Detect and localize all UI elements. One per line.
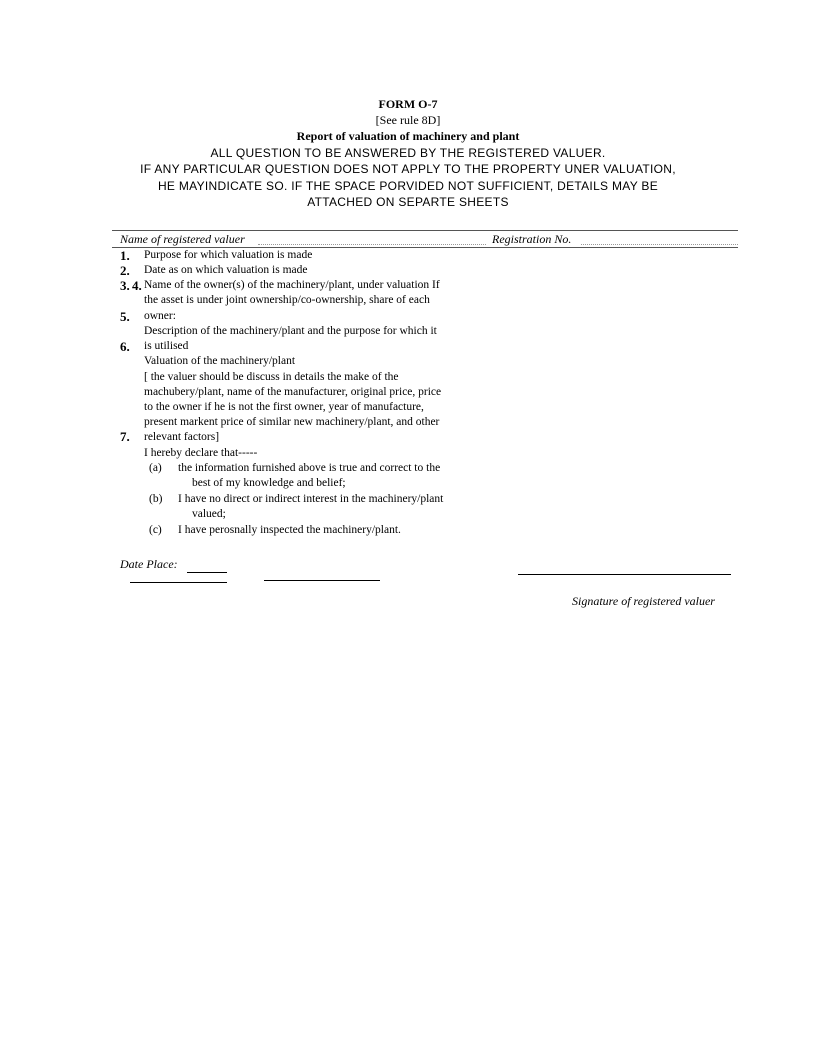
declaration-text: valued; [192, 508, 226, 520]
date-place-label: Date Place: [120, 557, 178, 571]
item-text-line: Purpose for which valuation is made [144, 249, 313, 261]
item-text-line: machubery/plant, name of the manufacturer, original price, price [144, 386, 442, 398]
declaration-label-b: (b) [149, 493, 163, 505]
form-title: FORM O-7 [378, 97, 438, 111]
top-rule [112, 230, 738, 231]
date-field[interactable] [130, 582, 227, 583]
item-text-line: Valuation of the machinery/plant [144, 355, 296, 367]
rule-reference: [See rule 8D] [375, 113, 441, 127]
declaration-text: I have no direct or indirect interest in the machinery/plant [178, 493, 444, 505]
item-text-line: is utilised [144, 340, 189, 352]
registration-no-label: Registration No. [492, 232, 572, 246]
name-of-valuer-label: Name of registered valuer [120, 232, 245, 246]
declaration-label-a: (a) [149, 462, 162, 474]
instruction-line-2: IF ANY PARTICULAR QUESTION DOES NOT APPLY TO THE PROPERTY UNER VALUATION, [140, 162, 676, 176]
item-text-line: Description of the machinery/plant and the purpose for which it [144, 325, 437, 337]
item-text-line: to the owner if he is not the first owner, year of manufacture, [144, 401, 424, 413]
header-rule [112, 247, 738, 248]
item-number-3: 3. [120, 278, 130, 293]
item-text-line: owner: [144, 310, 176, 322]
declaration-text: best of my knowledge and belief; [192, 477, 346, 489]
instruction-line-3: HE MAYINDICATE SO. IF THE SPACE PORVIDED NOT SUFFICIENT, DETAILS MAY BE [157, 179, 659, 193]
item-text-line: relevant factors] [144, 431, 220, 443]
item-number-7: 7. [120, 429, 130, 444]
item-number-4: 4. [132, 278, 142, 293]
instruction-line-1: ALL QUESTION TO BE ANSWERED BY THE REGISTERED VALUER. [210, 146, 606, 160]
item-text-line: I hereby declare that----- [144, 447, 258, 459]
signature-label: Signature of registered valuer [572, 594, 715, 608]
item-number-2: 2. [120, 263, 130, 278]
signature-line[interactable] [518, 574, 731, 575]
name-of-valuer-field[interactable] [258, 244, 486, 245]
item-text-line: [ the valuer should be discuss in details the make of the [144, 371, 399, 383]
declaration-text: I have perosnally inspected the machinery/plant. [178, 524, 401, 536]
report-title: Report of valuation of machinery and plant [296, 129, 520, 143]
declaration-text: the information furnished above is true and correct to the [178, 462, 441, 474]
instruction-line-4: ATTACHED ON SEPARTE SHEETS [307, 195, 509, 209]
item-number-1: 1. [120, 248, 130, 263]
place-field[interactable] [264, 580, 380, 581]
item-text-line: present markent price of similar new machinery/plant, and other [144, 416, 440, 428]
declaration-label-c: (c) [149, 524, 162, 536]
date-place-underline [187, 572, 227, 573]
item-text-line: Name of the owner(s) of the machinery/plant, under valuation If [144, 279, 440, 291]
item-number-6: 6. [120, 339, 130, 354]
item-text-line: Date as on which valuation is made [144, 264, 308, 276]
item-text-line: the asset is under joint ownership/co-ownership, share of each [144, 294, 430, 306]
registration-no-field[interactable] [581, 244, 738, 245]
item-number-5: 5. [120, 309, 130, 324]
